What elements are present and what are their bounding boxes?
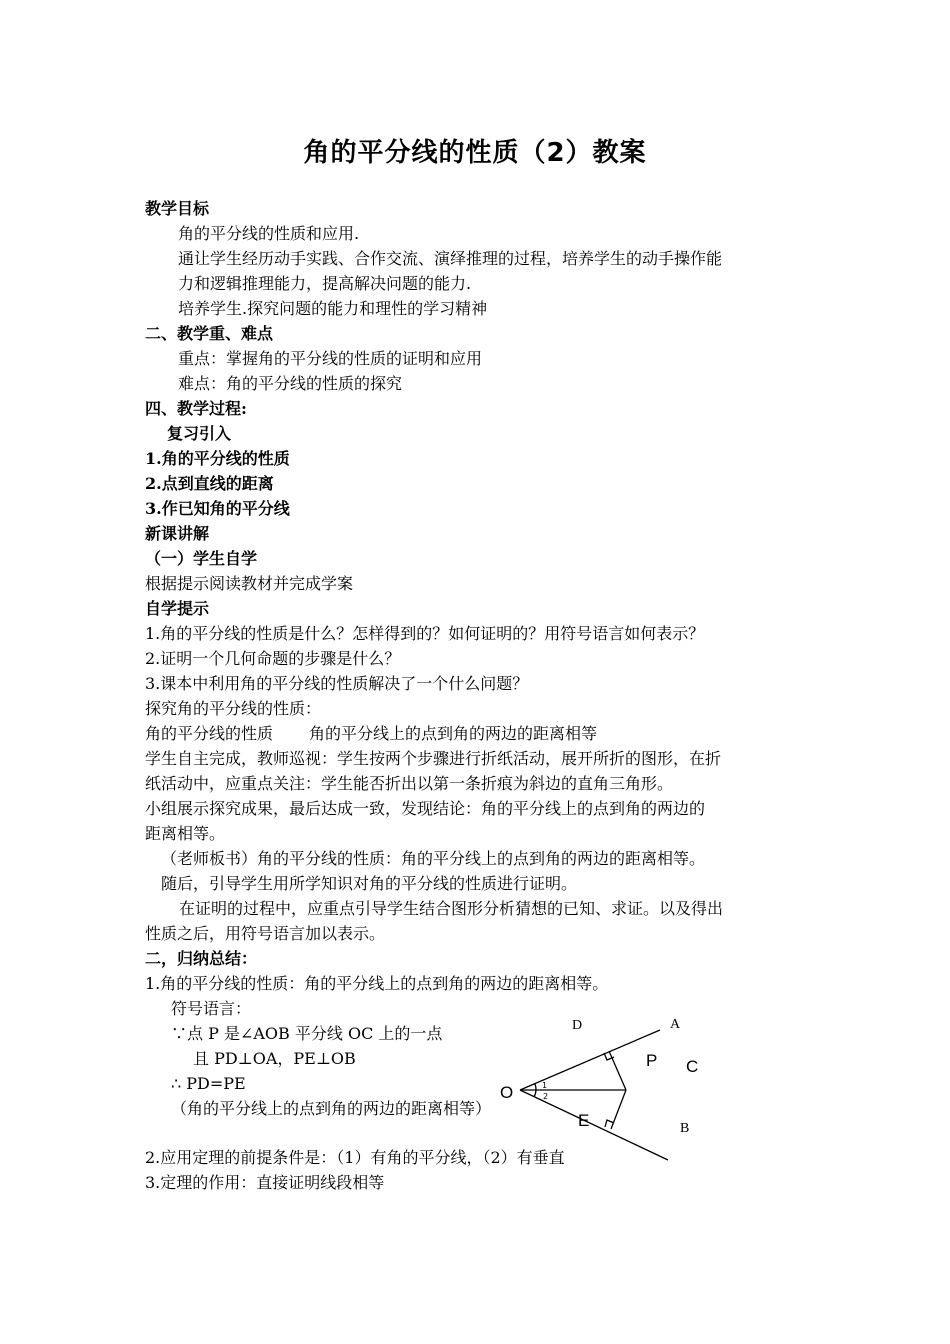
hint-item-3: 3.课本中利用角的平分线的性质解决了一个什么问题？ (145, 674, 529, 693)
discovery-line-1: 小组展示探究成果，最后达成一致，发现结论：角的平分线上的点到角的两边的 (145, 799, 706, 818)
discovery-line-2: 距离相等。 (145, 824, 226, 843)
activity-line-2: 纸活动中，应重点关注：学生能否折出以第一条折痕为斜边的直角三角形。 (145, 774, 674, 793)
explore-text: 探究角的平分线的性质： (145, 699, 322, 718)
label-e: E (578, 1111, 590, 1130)
proof-intro: 随后，引导学生用所学知识对角的平分线的性质进行证明。 (161, 874, 578, 893)
summary-item-1: 1.角的平分线的性质：角的平分线上的点到角的两边的距离相等。 (145, 974, 609, 993)
label-angle-2: 2 (543, 1092, 549, 1101)
label-b: B (680, 1121, 690, 1136)
given-line-1: ∵点 P 是∠AOB 平分线 OC 上的一点 (171, 1024, 443, 1043)
label-o: O (500, 1083, 514, 1102)
angle-arc-2 (534, 1090, 536, 1097)
self-study-heading: （一）学生自学 (145, 549, 258, 568)
summary-item-3: 3.定理的作用：直接证明线段相等 (145, 1173, 385, 1192)
summary-heading: 二，归纳总结： (145, 949, 258, 968)
label-a: A (670, 1017, 681, 1032)
property-line (145, 721, 815, 746)
objective-item-1: 角的平分线的性质和应用. (178, 224, 360, 243)
proof-detail-1: 在证明的过程中，应重点引导学生结合图形分析猜想的已知、求证。以及得出 (179, 899, 724, 918)
hint-item-2: 2.证明一个几何命题的步骤是什么？ (145, 649, 401, 668)
property-label: 角的平分线的性质 (145, 724, 274, 743)
hint-item-1: 1.角的平分线的性质是什么？怎样得到的？如何证明的？用符号语言如何表示？ (145, 624, 705, 643)
objective-item-4: 培养学生.探究问题的能力和理性的学习精神 (178, 299, 488, 318)
keypoint-focus: 重点：掌握角的平分线的性质的证明和应用 (178, 349, 483, 368)
review-item-1: 1.角的平分线的性质 (145, 449, 290, 468)
keypoint-difficulty: 难点：角的平分线的性质的探究 (178, 374, 403, 393)
conclusion-line: ∴ PD=PE (171, 1074, 246, 1093)
page-title: 角的平分线的性质（2）教案 (303, 138, 647, 168)
objectives-heading: 教学目标 (145, 199, 210, 218)
label-angle-1: 1 (542, 1081, 548, 1090)
property-text: 角的平分线上的点到角的两边的距离相等 (309, 724, 598, 743)
angle-arc-1 (535, 1084, 536, 1090)
process-heading: 四、教学过程: (145, 399, 247, 418)
given-line-2: 且 PD⊥OA，PE⊥OB (193, 1049, 356, 1068)
hints-heading: 自学提示 (145, 599, 210, 618)
review-heading: 复习引入 (167, 424, 232, 443)
review-item-3: 3.作已知角的平分线 (145, 499, 290, 518)
label-c: C (686, 1057, 699, 1076)
objective-item-3: 力和逻辑推理能力，提高解决问题的能力. (178, 274, 472, 293)
label-d: D (572, 1018, 583, 1033)
keypoints-heading: 二、教学重、难点 (145, 324, 274, 343)
symbol-label: 符号语言： (171, 999, 252, 1018)
ray-oa (520, 1030, 660, 1090)
review-item-2: 2.点到直线的距离 (145, 474, 274, 493)
board-text: （老师板书）角的平分线的性质：角的平分线上的点到角的两边的距离相等。 (161, 849, 706, 868)
label-p: P (646, 1051, 658, 1070)
activity-line-1: 学生自主完成，教师巡视：学生按两个步骤进行折纸活动，展开所折的图形，在折 (145, 749, 722, 768)
reason-line: （角的平分线上的点到角的两边的距离相等） (171, 1099, 492, 1118)
self-study-text: 根据提示阅读教材并完成学案 (145, 574, 354, 593)
angle-bisector-diagram (488, 1002, 728, 1172)
new-lesson-heading: 新课讲解 (145, 524, 210, 543)
objective-item-2: 通让学生经历动手实践、合作交流、演绎推理的过程，培养学生的动手操作能 (178, 249, 723, 268)
proof-detail-2: 性质之后，用符号语言加以表示。 (145, 924, 386, 943)
segment-pd (609, 1051, 626, 1090)
summary-item-2: 2.应用定理的前提条件是：（1）有角的平分线，（2）有垂直 (145, 1148, 565, 1167)
